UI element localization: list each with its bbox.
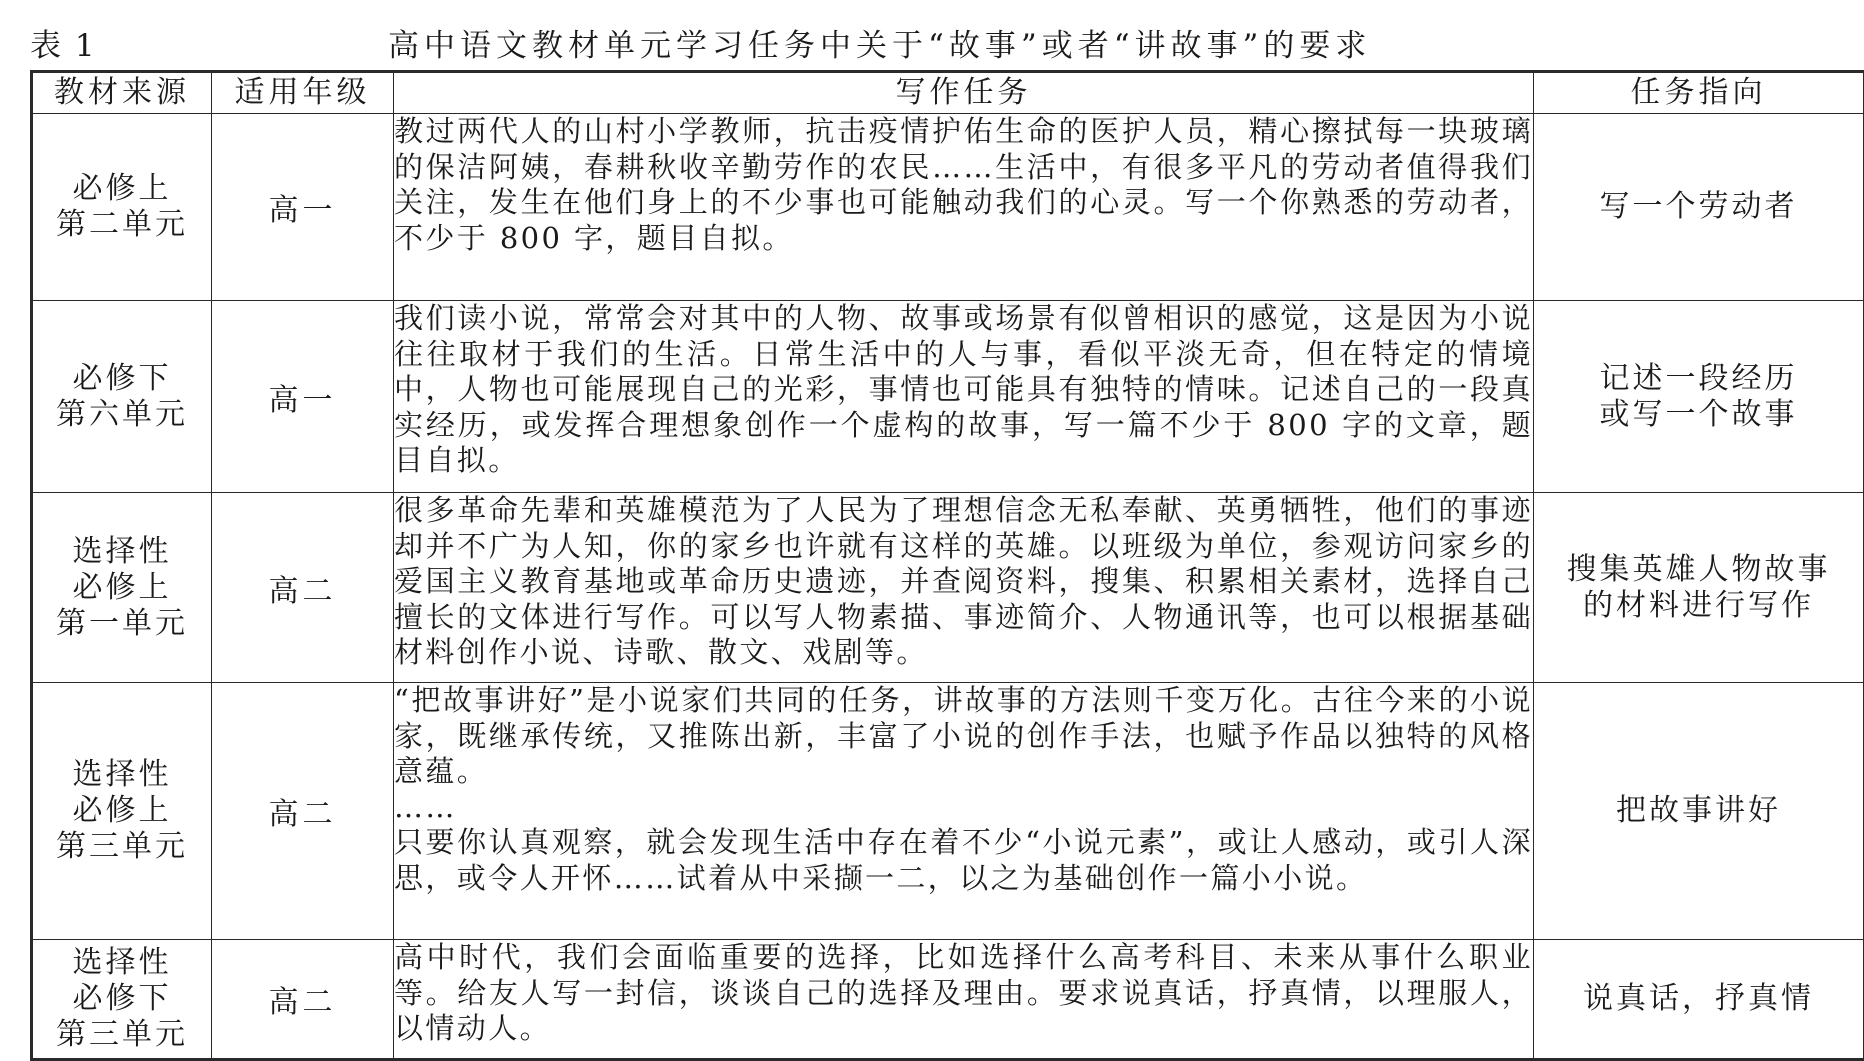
aim-line: 搜集英雄人物故事 — [1534, 552, 1863, 588]
source-cell — [32, 493, 212, 683]
header-grade: 适用年级 — [212, 72, 394, 114]
source-cell — [32, 301, 212, 493]
source-line: 选择性 — [33, 534, 211, 570]
aim-cell — [1534, 493, 1864, 683]
task-paragraph: 教过两代人的山村小学教师，抗击疫情护佑生命的医护人员，精心擦拭每一块玻璃的保洁阿姨，春耕秋收辛勤劳作的农民……生活中，有很多平凡的劳动者值得我们关注，发生在他们身上的不少事也可能触动我们的心灵。写一个你熟悉的劳动者，不少于 800 字，题目自拟。 — [394, 114, 1533, 256]
source-line: 选择性 — [33, 757, 211, 793]
source-line: 第一单元 — [33, 606, 211, 642]
aim-line: 或写一个故事 — [1534, 397, 1863, 433]
aim-line: 记述一段经历 — [1534, 361, 1863, 397]
task-cell — [394, 940, 1534, 1060]
grade-cell: 高二 — [212, 493, 394, 683]
table-row — [32, 940, 1864, 1060]
aim-cell — [1534, 683, 1864, 940]
aim-cell — [1534, 301, 1864, 493]
source-line: 第二单元 — [33, 207, 211, 243]
source-line: 必修上 — [33, 570, 211, 606]
table-title: 高中语文教材单元学习任务中关于“故事”或者“讲故事”的要求 — [388, 20, 1371, 65]
source-line: 必修下 — [33, 981, 211, 1017]
grade-cell: 高一 — [212, 114, 394, 301]
task-cell — [394, 493, 1534, 683]
grade-cell: 高一 — [212, 301, 394, 493]
source-line: 第三单元 — [33, 1017, 211, 1053]
table-number: 表 1 — [30, 20, 97, 65]
aim-line: 写一个劳动者 — [1534, 189, 1863, 225]
aim-line: 说真话，抒真情 — [1534, 981, 1863, 1017]
header-textbook-source: 教材来源 — [32, 72, 212, 114]
table-row — [32, 114, 1864, 301]
source-line: 第三单元 — [33, 829, 211, 865]
header-task-orientation: 任务指向 — [1534, 72, 1864, 114]
aim-cell — [1534, 114, 1864, 301]
task-cell — [394, 301, 1534, 493]
source-line: 选择性 — [33, 945, 211, 981]
source-line: 必修上 — [33, 793, 211, 829]
task-ellipsis: …… — [394, 790, 1533, 826]
task-paragraph: “把故事讲好”是小说家们共同的任务，讲故事的方法则千变万化。古往今来的小说家，既继承传统，又推陈出新，丰富了小说的创作手法，也赋予作品以独特的风格意蕴。 — [394, 683, 1533, 790]
grade-cell: 高二 — [212, 683, 394, 940]
task-cell — [394, 683, 1534, 940]
source-line: 必修上 — [33, 171, 211, 207]
table-row — [32, 683, 1864, 940]
grade-cell: 高二 — [212, 940, 394, 1060]
table-row — [32, 301, 1864, 493]
task-paragraph: 很多革命先辈和英雄模范为了人民为了理想信念无私奉献、英勇牺牲，他们的事迹却并不广为人知，你的家乡也许就有这样的英雄。以班级为单位，参观访问家乡的爱国主义教育基地或革命历史遗迹，并查阅资料，搜集、积累相关素材，选择自己擅长的文体进行写作。可以写人物素描、事迹简介、人物通讯等，也可以根据基础材料创作小说、诗歌、散文、戏剧等。 — [394, 493, 1533, 671]
table-header-row — [32, 72, 1864, 114]
aim-line: 的材料进行写作 — [1534, 588, 1863, 624]
table-caption — [30, 12, 1860, 70]
aim-cell — [1534, 940, 1864, 1060]
source-cell — [32, 940, 212, 1060]
writing-task-table — [30, 70, 1864, 1061]
task-paragraph: 高中时代，我们会面临重要的选择，比如选择什么高考科目、未来从事什么职业等。给友人写一封信，谈谈自己的选择及理由。要求说真话，抒真情，以理服人，以情动人。 — [394, 940, 1533, 1047]
source-line: 必修下 — [33, 361, 211, 397]
source-line: 第六单元 — [33, 397, 211, 433]
task-cell — [394, 114, 1534, 301]
header-writing-task: 写作任务 — [394, 72, 1534, 114]
source-cell — [32, 683, 212, 940]
table-row — [32, 493, 1864, 683]
aim-line: 把故事讲好 — [1534, 793, 1863, 829]
task-paragraph: 只要你认真观察，就会发现生活中存在着不少“小说元素”，或让人感动，或引人深思，或令人开怀……试着从中采撷一二，以之为基础创作一篇小小说。 — [394, 825, 1533, 896]
task-paragraph: 我们读小说，常常会对其中的人物、故事或场景有似曾相识的感觉，这是因为小说往往取材于我们的生活。日常生活中的人与事，看似平淡无奇，但在特定的情境中，人物也可能展现自己的光彩，事情也可能具有独特的情味。记述自己的一段真实经历，或发挥合理想象创作一个虚构的故事，写一篇不少于 800 字的文章，题目自拟。 — [394, 301, 1533, 479]
source-cell — [32, 114, 212, 301]
